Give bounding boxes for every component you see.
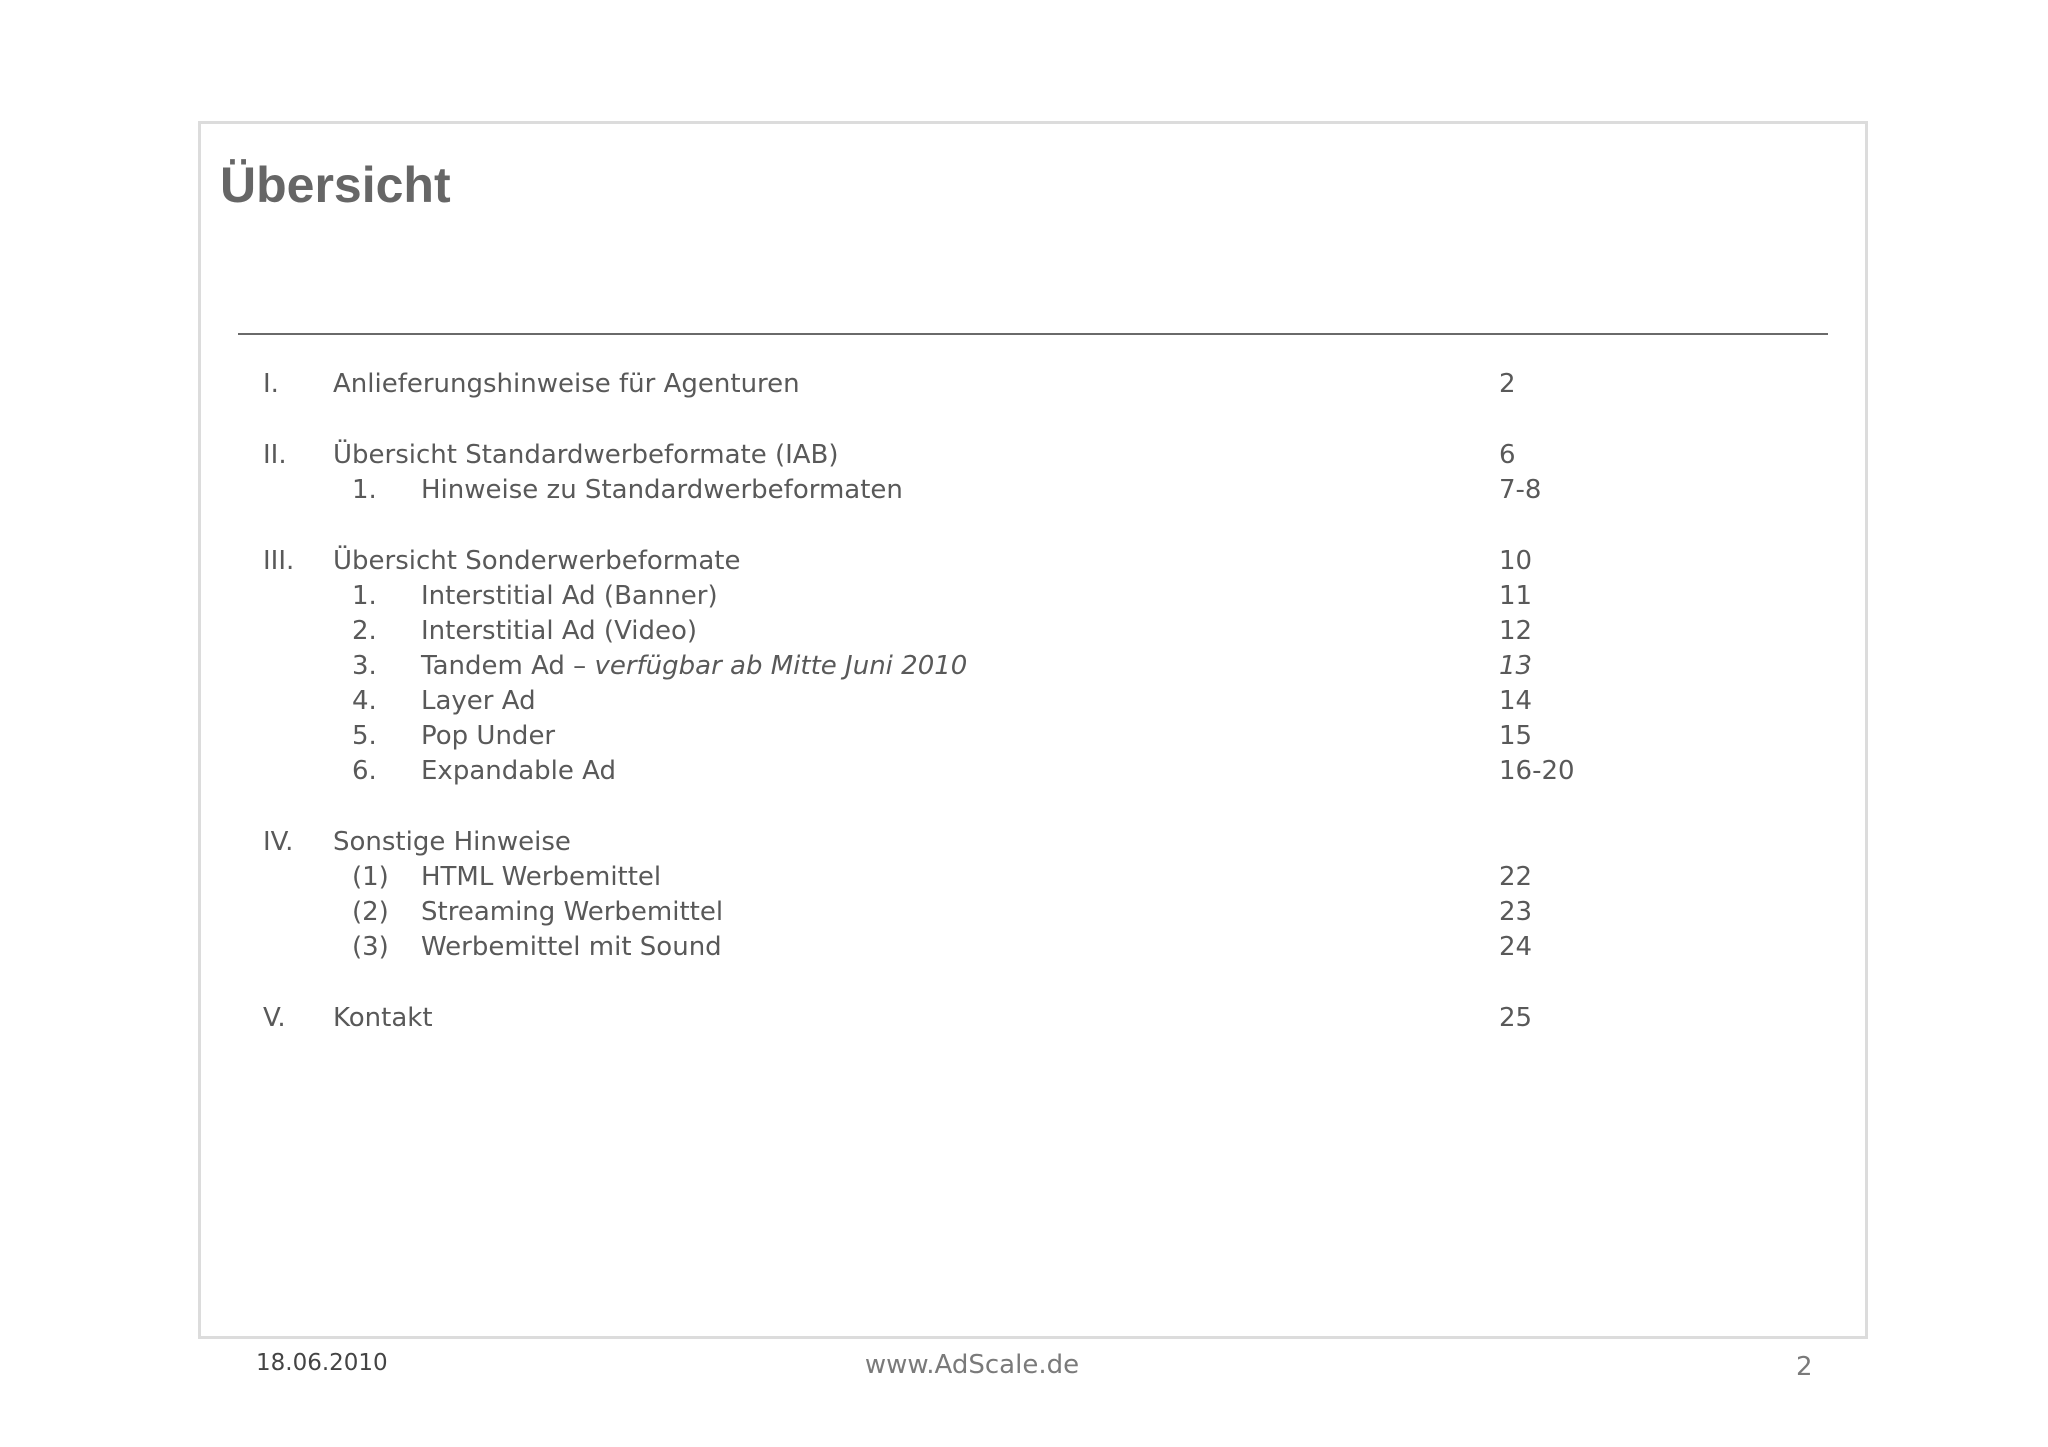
toc-entry-section-3-6[interactable] bbox=[0, 754, 2048, 788]
toc-number: 3. bbox=[352, 651, 377, 681]
toc-page-number: 7-8 bbox=[1499, 475, 1542, 505]
toc-number: II. bbox=[263, 440, 287, 470]
toc-number: 6. bbox=[352, 756, 377, 786]
toc-page-number: 16-20 bbox=[1499, 756, 1575, 786]
toc-page-number: 15 bbox=[1499, 721, 1533, 751]
toc-number: (1) bbox=[352, 862, 389, 892]
footer-page-number: 2 bbox=[1796, 1352, 1813, 1382]
toc-page-number: 10 bbox=[1499, 546, 1533, 576]
toc-number: 1. bbox=[352, 581, 377, 611]
toc-label: Interstitial Ad (Video) bbox=[421, 616, 698, 646]
toc-label: Werbemittel mit Sound bbox=[421, 932, 722, 962]
toc-label: Pop Under bbox=[421, 721, 556, 751]
toc-entry-section-4-1[interactable] bbox=[0, 860, 2048, 894]
toc-number: (3) bbox=[352, 932, 389, 962]
toc-page-number: 12 bbox=[1499, 616, 1533, 646]
toc-label: Übersicht Standardwerbeformate (IAB) bbox=[333, 440, 839, 470]
toc-entry-section-3-3[interactable] bbox=[0, 649, 2048, 683]
toc-label: Streaming Werbemittel bbox=[421, 897, 724, 927]
toc-number: 5. bbox=[352, 721, 377, 751]
toc-label: Anlieferungshinweise für Agenturen bbox=[333, 369, 800, 399]
footer-website-link[interactable]: www.AdScale.de bbox=[864, 1350, 1080, 1380]
toc-page-number: 2 bbox=[1499, 369, 1516, 399]
toc-label: Sonstige Hinweise bbox=[333, 827, 571, 857]
toc-number: III. bbox=[263, 546, 295, 576]
toc-number: IV. bbox=[263, 827, 294, 857]
page-title: Übersicht bbox=[220, 157, 451, 213]
toc-label bbox=[421, 649, 967, 683]
toc-label: Layer Ad bbox=[421, 686, 536, 716]
toc-entry-section-2-1[interactable] bbox=[0, 473, 2048, 507]
toc-number: 2. bbox=[352, 616, 377, 646]
toc-number: (2) bbox=[352, 897, 389, 927]
toc-entry-section-3-5[interactable] bbox=[0, 719, 2048, 753]
toc-page-number: 14 bbox=[1499, 686, 1533, 716]
toc-page-number: 23 bbox=[1499, 897, 1533, 927]
toc-page-number: 22 bbox=[1499, 862, 1533, 892]
toc-entry-section-3[interactable] bbox=[0, 544, 2048, 578]
toc-label-main: Tandem Ad – bbox=[421, 651, 595, 681]
toc-entry-section-3-2[interactable] bbox=[0, 614, 2048, 648]
toc-entry-section-2[interactable] bbox=[0, 438, 2048, 472]
toc-number: 4. bbox=[352, 686, 377, 716]
toc-page-number: 13 bbox=[1499, 651, 1533, 681]
toc-number: V. bbox=[263, 1003, 286, 1033]
toc-label: HTML Werbemittel bbox=[421, 862, 662, 892]
toc-entry-section-3-1[interactable] bbox=[0, 579, 2048, 613]
toc-page-number: 24 bbox=[1499, 932, 1533, 962]
toc-label: Expandable Ad bbox=[421, 756, 616, 786]
toc-label: Interstitial Ad (Banner) bbox=[421, 581, 718, 611]
toc-number: I. bbox=[263, 369, 279, 399]
toc-entry-section-4-3[interactable] bbox=[0, 930, 2048, 964]
toc-number: 1. bbox=[352, 475, 377, 505]
toc-label: Kontakt bbox=[333, 1003, 433, 1033]
toc-label-note: verfügbar ab Mitte Juni 2010 bbox=[594, 651, 968, 681]
toc-entry-section-4-2[interactable] bbox=[0, 895, 2048, 929]
toc-page-number: 11 bbox=[1499, 581, 1533, 611]
toc-entry-section-5[interactable] bbox=[0, 1001, 2048, 1035]
toc-label: Übersicht Sonderwerbeformate bbox=[333, 546, 741, 576]
toc-entry-section-3-4[interactable] bbox=[0, 684, 2048, 718]
toc-entry-section-4[interactable] bbox=[0, 825, 2048, 859]
toc-entry-section-1[interactable] bbox=[0, 367, 2048, 401]
toc-page-number: 6 bbox=[1499, 440, 1516, 470]
footer-date: 18.06.2010 bbox=[256, 1350, 388, 1376]
toc-page-number: 25 bbox=[1499, 1003, 1533, 1033]
toc-label: Hinweise zu Standardwerbeformaten bbox=[421, 475, 903, 505]
